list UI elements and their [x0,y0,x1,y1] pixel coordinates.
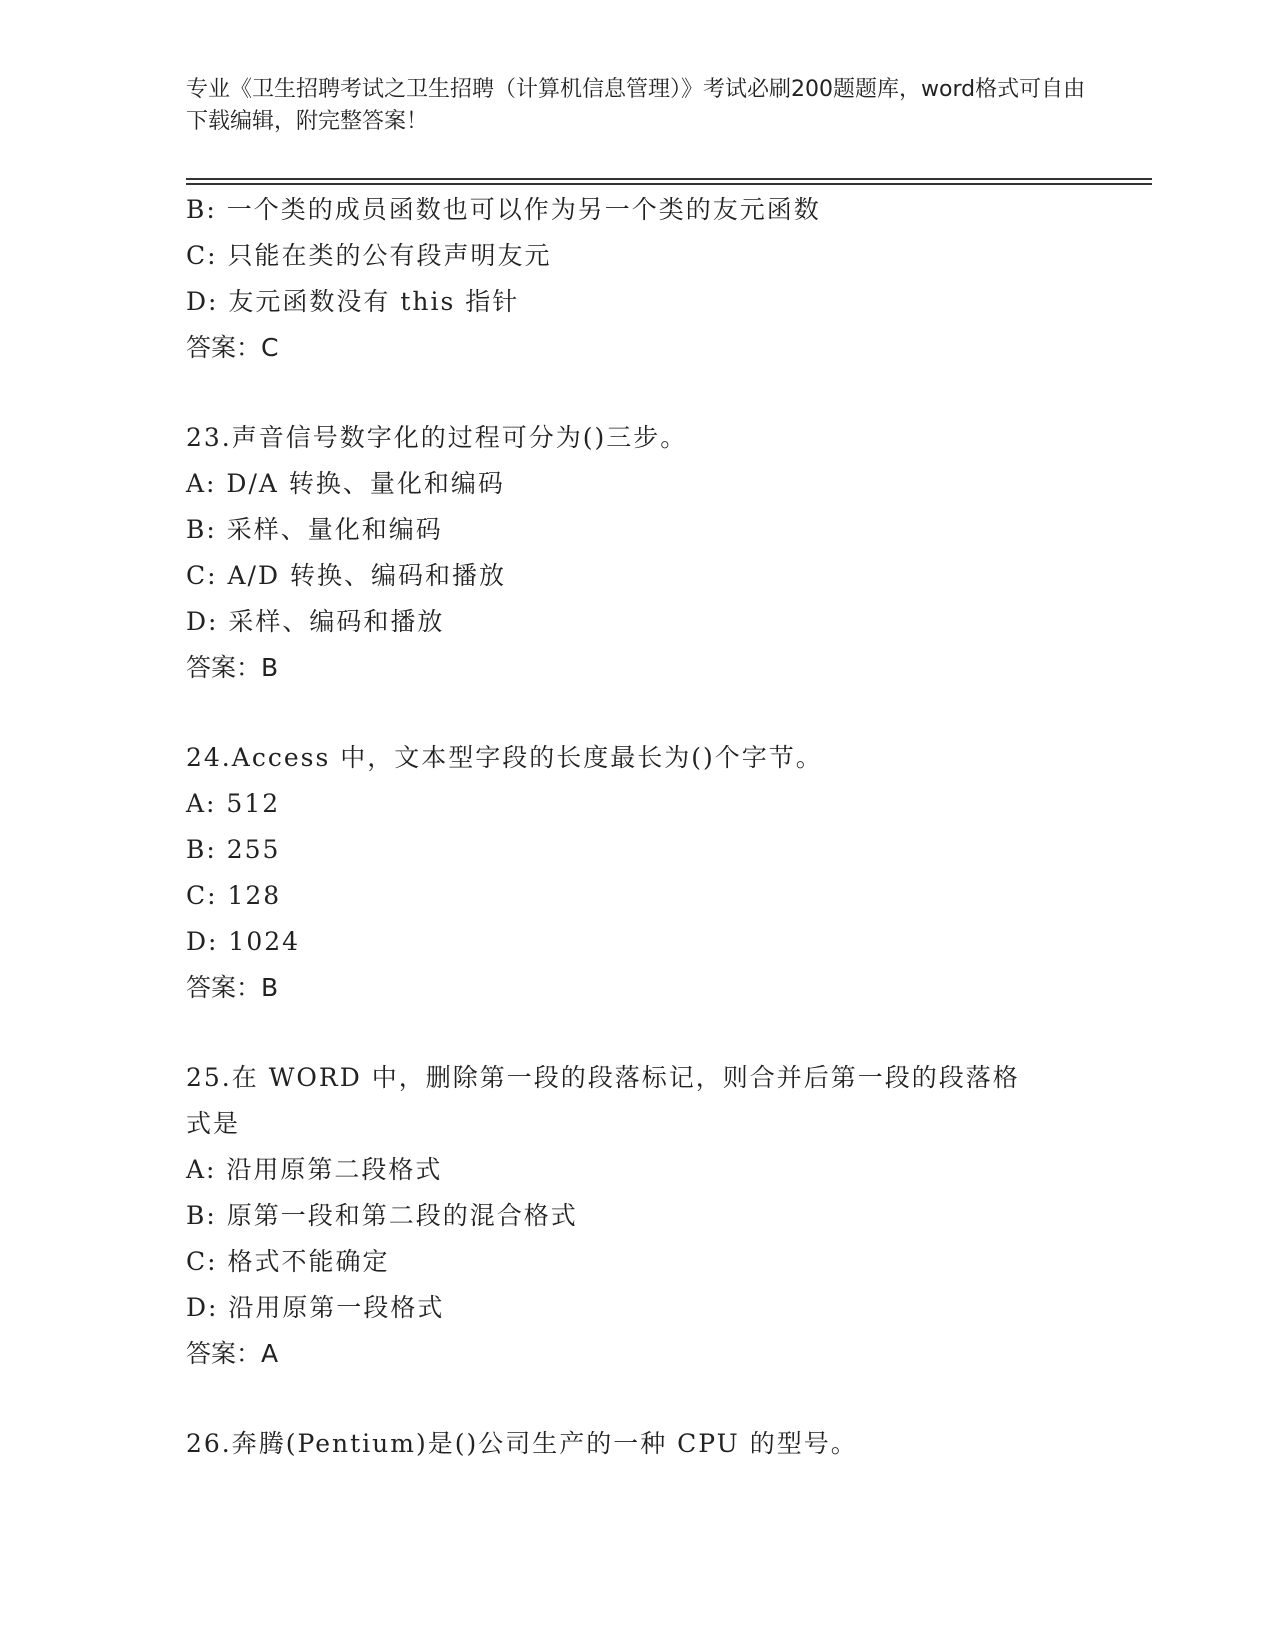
option-c: C: 只能在类的公有段声明友元 [186,241,552,270]
question-block-25 [186,1055,1086,1377]
option-b: B: 255 [186,835,281,864]
question-block-22 [186,187,1086,371]
answer-label: 答案：B [186,973,279,1002]
option-d: D: 采样、编码和播放 [186,607,445,636]
option-a: A: 沿用原第二段格式 [186,1155,443,1184]
question-block-23 [186,415,1086,691]
option-c: C: 128 [186,881,282,910]
question-stem: 25.在 WORD 中，删除第一段的段落标记，则合并后第一段的段落格式是 [186,1063,1020,1138]
question-gap [186,1011,1086,1055]
option-a: A: 512 [186,789,281,818]
header-rule-top [186,178,1152,180]
option-b: B: 一个类的成员函数也可以作为另一个类的友元函数 [186,195,821,224]
option-b: B: 采样、量化和编码 [186,515,443,544]
answer-label: 答案：A [186,1339,279,1368]
question-stem: 23.声音信号数字化的过程可分为()三步。 [186,423,688,452]
option-c: C: A/D 转换、编码和播放 [186,561,506,590]
question-list [186,187,1086,1467]
answer-label: 答案：C [186,333,279,362]
option-d: D: 1024 [186,927,301,956]
question-gap [186,1377,1086,1421]
question-block-24 [186,735,1086,1011]
question-gap [186,691,1086,735]
option-c: C: 格式不能确定 [186,1247,390,1276]
header-rule-bottom [186,183,1152,185]
question-stem: 26.奔腾(Pentium)是()公司生产的一种 CPU 的型号。 [186,1429,858,1458]
question-block-26 [186,1421,1086,1467]
option-d: D: 沿用原第一段格式 [186,1293,445,1322]
option-a: A: D/A 转换、量化和编码 [186,469,505,498]
document-header: 专业《卫生招聘考试之卫生招聘（计算机信息管理）》考试必刷200题题库，word格式可自由下载编辑，附完整答案！ [186,77,1086,134]
answer-label: 答案：B [186,653,279,682]
option-d: D: 友元函数没有 this 指针 [186,287,520,316]
option-b: B: 原第一段和第二段的混合格式 [186,1201,578,1230]
question-stem: 24.Access 中，文本型字段的长度最长为()个字节。 [186,743,823,772]
question-gap [186,371,1086,415]
